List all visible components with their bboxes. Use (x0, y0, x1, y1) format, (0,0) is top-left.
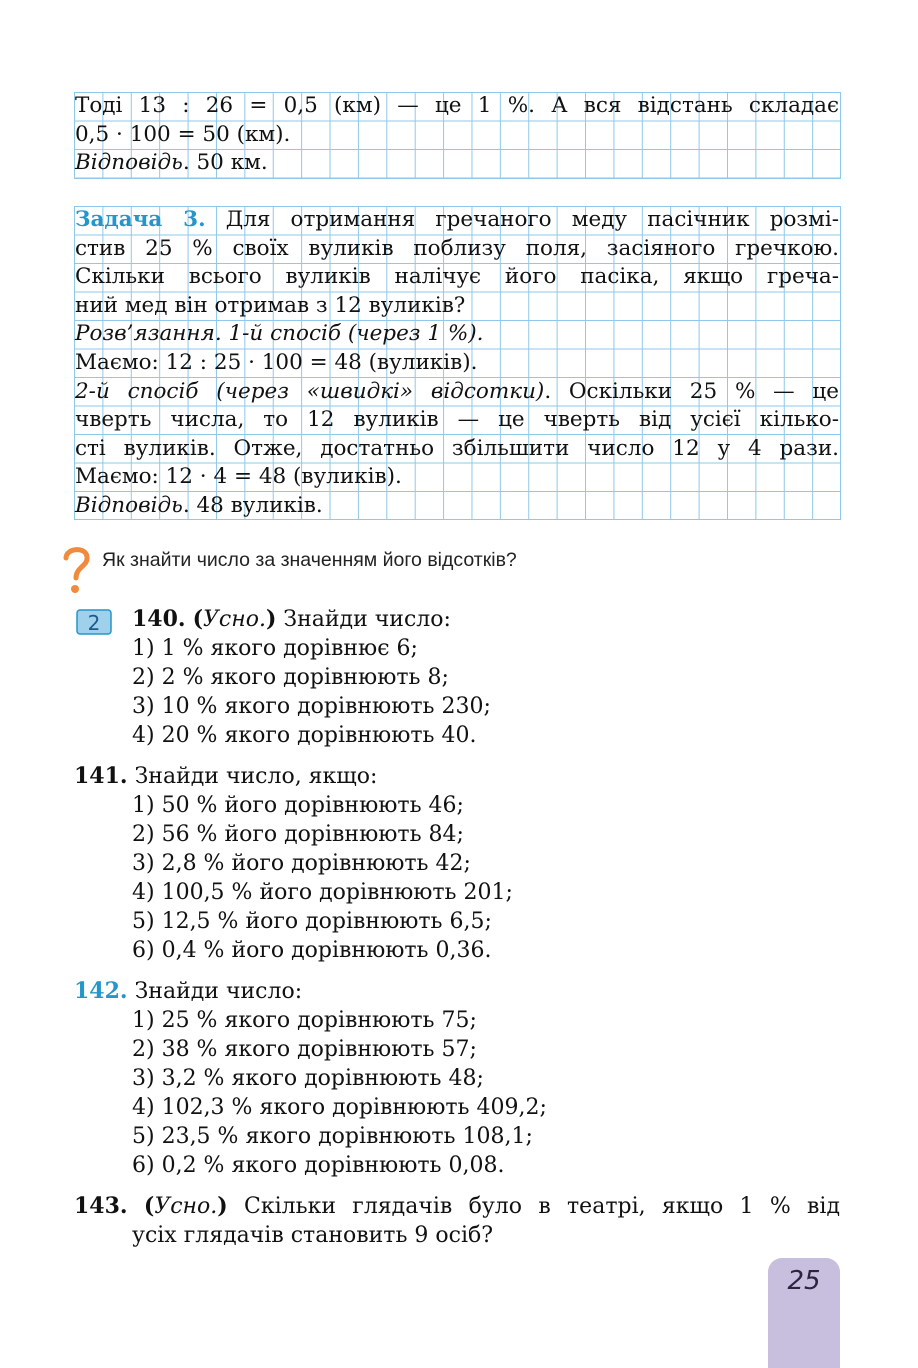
exercise-item: 2) 56 % його дорівнюють 84; (132, 822, 464, 847)
exercise-item: 4) 20 % якого дорівнюють 40. (132, 723, 477, 748)
exercise-number: 142. (74, 978, 128, 1004)
method2-line-1-text: . Оскільки 25 % — це (544, 378, 839, 404)
exercise-number: 143. (74, 1193, 128, 1219)
exercise-142 (74, 977, 840, 1180)
exercise-text: Скільки глядачів було в театрі, якщо 1 % від (227, 1194, 841, 1219)
exercise-143 (74, 1192, 840, 1250)
exercise-text: Знайди число: (276, 607, 451, 632)
exercise-item: 3) 3,2 % якого дорівнюють 48; (132, 1066, 484, 1091)
exercise-141-heading (74, 762, 840, 791)
exercise-143-line-1: 143. (Усно.) Скільки глядачів було в театрі, якщо 1 % від (74, 1193, 841, 1219)
answer-label: Відповідь (75, 150, 183, 176)
task3-line-2: стив 25 % своїх вуликів поблизу поля, засіяного гречкою. (75, 235, 839, 261)
page-number: 25 (787, 1266, 821, 1296)
solution-grid-box-1 (74, 92, 841, 179)
exercise-item: 5) 12,5 % його дорівнюють 6,5; (132, 909, 492, 934)
level-badge-number: 2 (87, 611, 101, 635)
page-number-tab (768, 1258, 840, 1368)
exercise-item: 3) 10 % якого дорівнюють 230; (132, 694, 491, 719)
box1-line-1: Тоді 13 : 26 = 0,5 (км) — це 1 %. А вся відстань складає (75, 93, 839, 118)
task3-grid-box (74, 206, 841, 520)
exercise-141 (74, 762, 840, 965)
task3-label: Задача 3. (75, 207, 206, 232)
task3-method-2-line-1 (75, 378, 839, 407)
exercise-item: 1) 25 % якого дорівнюють 75; (132, 1008, 477, 1033)
exercises (74, 605, 840, 1250)
answer-text: . 48 вуликів. (182, 492, 323, 518)
task3-method-1: Маємо: 12 : 25 · 100 = 48 (вуликів). (75, 349, 478, 375)
question-mark-icon (56, 542, 96, 598)
exercise-item: 2) 2 % якого дорівнюють 8; (132, 665, 449, 690)
exercise-item: 1) 1 % якого дорівнює 6; (132, 636, 418, 661)
task3-line-1 (75, 206, 839, 235)
exercise-item: 6) 0,4 % його дорівнюють 0,36. (132, 938, 492, 963)
exercise-item: 5) 23,5 % якого дорівнюють 108,1; (132, 1124, 533, 1149)
exercise-number: 140. (132, 606, 186, 632)
exercise-140 (74, 605, 840, 750)
exercise-text: Знайди число, якщо: (127, 764, 378, 789)
method2-label: 2-й спосіб (через «швидкі» відсотки) (75, 378, 545, 404)
task3-method-2-line-4: Маємо: 12 · 4 = 48 (вуликів). (75, 464, 402, 490)
exercise-item: 2) 38 % якого дорівнюють 57; (132, 1037, 477, 1062)
task3-method-2-line-3: сті вуликів. Отже, достатньо збільшити число 12 у 4 рази. (75, 435, 839, 461)
answer-label: Відповідь (75, 492, 183, 518)
exercise-140-heading: 140. (Усно.) Знайди число: (132, 606, 451, 632)
question-text: Як знайти число за значенням його відсотків? (102, 549, 517, 571)
exercise-item: 4) 102,3 % якого дорівнюють 409,2; (132, 1095, 547, 1120)
task3-answer (75, 492, 839, 521)
answer-text: . 50 км. (182, 150, 268, 176)
box1-answer (75, 149, 839, 178)
task3-line-3: Скільки всього вуликів налічує його пасіка, якщо греча- (75, 264, 839, 290)
task3-line-4: ний мед він отримав з 12 вуликів? (75, 292, 466, 318)
exercise-item: 6) 0,2 % якого дорівнюють 0,08. (132, 1153, 505, 1178)
exercise-number: 141. (74, 763, 128, 789)
exercise-143-line-2: усіх глядачів становить 9 осіб? (132, 1223, 494, 1248)
task3-line-1-text: Для отримання гречаного меду пасічник розмі- (205, 207, 839, 232)
task3-method-2-line-2: чверть числа, то 12 вуликів — це чверть від усієї кілько- (75, 407, 839, 433)
exercise-item: 3) 2,8 % його дорівнюють 42; (132, 851, 471, 876)
exercise-text: Знайди число: (127, 979, 303, 1004)
oral-mark: Усно. (203, 607, 266, 632)
box1-line-2: 0,5 · 100 = 50 (км). (75, 121, 291, 147)
exercise-item: 1) 50 % його дорівнюють 46; (132, 793, 464, 818)
task3-solution-heading: Розв’язання. 1-й спосіб (через 1 %). (75, 321, 484, 347)
question-row (56, 542, 856, 602)
exercise-142-heading (74, 977, 840, 1006)
oral-mark: Усно. (154, 1194, 218, 1219)
exercise-item: 4) 100,5 % його дорівнюють 201; (132, 880, 513, 905)
